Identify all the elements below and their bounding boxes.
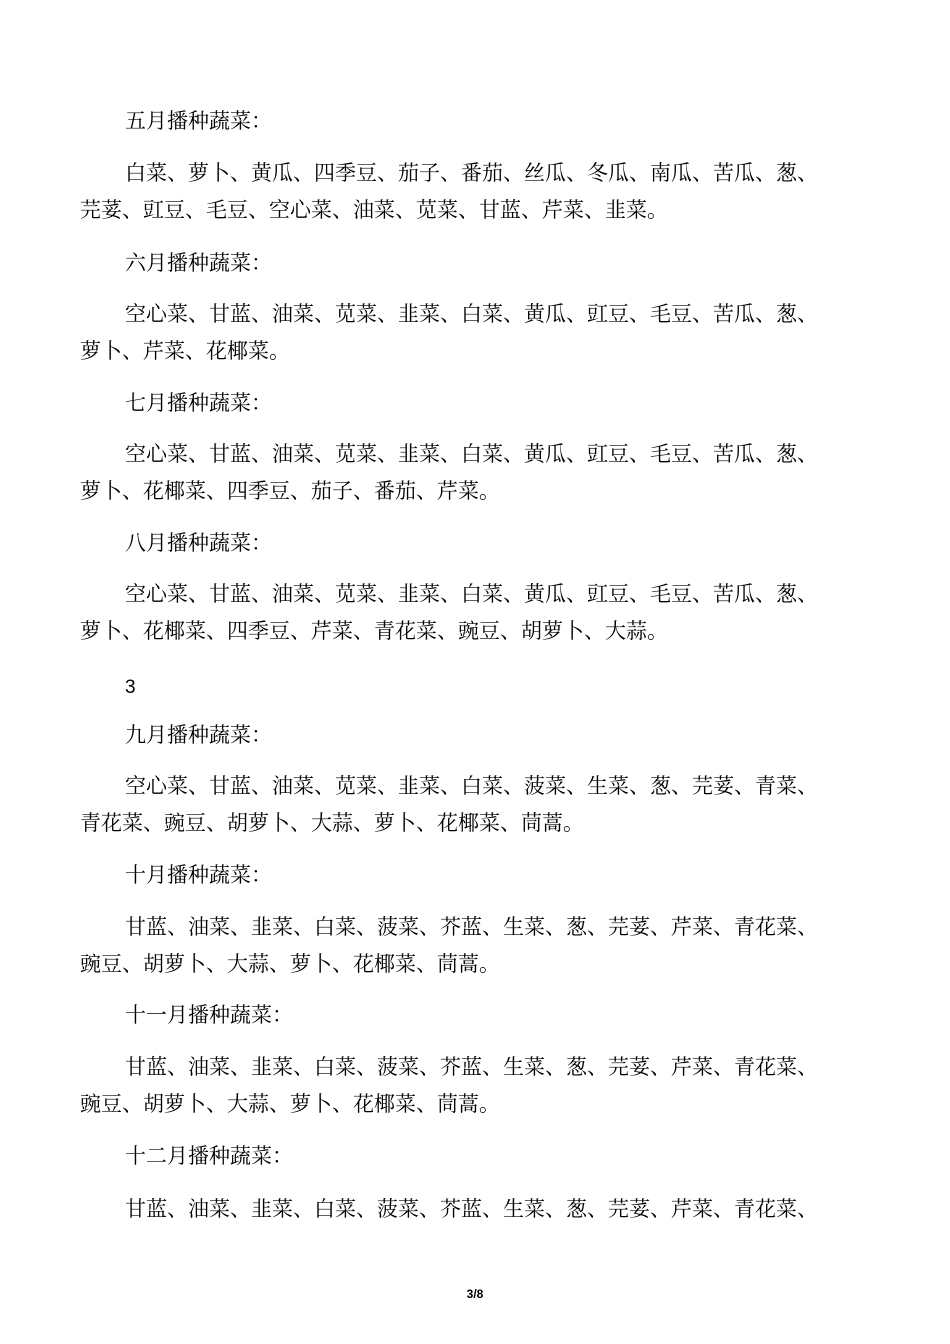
- section-heading-november: 十一月播种蔬菜：: [125, 1003, 293, 1027]
- body-line: 萝卜、芹菜、花椰菜。: [80, 339, 290, 363]
- body-line: 豌豆、胡萝卜、大蒜、萝卜、花椰菜、茼蒿。: [80, 1092, 500, 1116]
- section-number: 3: [125, 677, 136, 698]
- section-body-september: [80, 773, 860, 847]
- section-heading-august: 八月播种蔬菜：: [125, 531, 272, 555]
- body-line: 芫荽、豇豆、毛豆、空心菜、油菜、苋菜、甘蓝、芹菜、韭菜。: [80, 198, 668, 222]
- section-body-august: [80, 581, 860, 655]
- body-line: 甘蓝、油菜、韭菜、白菜、菠菜、芥蓝、生菜、葱、芫荽、芹菜、青花菜、: [125, 1055, 818, 1079]
- page-indicator: 3/8: [466, 1287, 484, 1301]
- section-heading-december: 十二月播种蔬菜：: [125, 1144, 293, 1168]
- section-body-july: [80, 441, 860, 515]
- body-line: 萝卜、花椰菜、四季豆、芹菜、青花菜、豌豆、胡萝卜、大蒜。: [80, 619, 668, 643]
- section-body-october: [80, 914, 860, 988]
- body-line: 青花菜、豌豆、胡萝卜、大蒜、萝卜、花椰菜、茼蒿。: [80, 811, 584, 835]
- body-line: 白菜、萝卜、黄瓜、四季豆、茄子、番茄、丝瓜、冬瓜、南瓜、苦瓜、葱、: [125, 161, 818, 185]
- body-line: [80, 1233, 860, 1270]
- section-heading-may: 五月播种蔬菜：: [125, 109, 272, 133]
- body-line: 空心菜、甘蓝、油菜、苋菜、韭菜、白菜、黄瓜、豇豆、毛豆、苦瓜、葱、: [125, 302, 818, 326]
- section-heading-june: 六月播种蔬菜：: [125, 251, 272, 275]
- body-line: 萝卜、花椰菜、四季豆、茄子、番茄、芹菜。: [80, 479, 500, 503]
- section-body-june: [80, 301, 860, 375]
- body-line: 豌豆、胡萝卜、大蒜、萝卜、花椰菜、茼蒿。: [80, 952, 500, 976]
- section-heading-july: 七月播种蔬菜：: [125, 391, 272, 415]
- body-line: 空心菜、甘蓝、油菜、苋菜、韭菜、白菜、菠菜、生菜、葱、芫荽、青菜、: [125, 774, 818, 798]
- section-heading-october: 十月播种蔬菜：: [125, 863, 272, 887]
- section-body-may: [80, 160, 860, 234]
- body-line: 空心菜、甘蓝、油菜、苋菜、韭菜、白菜、黄瓜、豇豆、毛豆、苦瓜、葱、: [125, 582, 818, 606]
- body-line: 甘蓝、油菜、韭菜、白菜、菠菜、芥蓝、生菜、葱、芫荽、芹菜、青花菜、: [125, 1197, 818, 1221]
- section-body-november: [80, 1054, 860, 1128]
- section-heading-september: 九月播种蔬菜：: [125, 723, 272, 747]
- body-line: 甘蓝、油菜、韭菜、白菜、菠菜、芥蓝、生菜、葱、芫荽、芹菜、青花菜、: [125, 915, 818, 939]
- body-line: 空心菜、甘蓝、油菜、苋菜、韭菜、白菜、黄瓜、豇豆、毛豆、苦瓜、葱、: [125, 442, 818, 466]
- section-body-december: [80, 1196, 860, 1270]
